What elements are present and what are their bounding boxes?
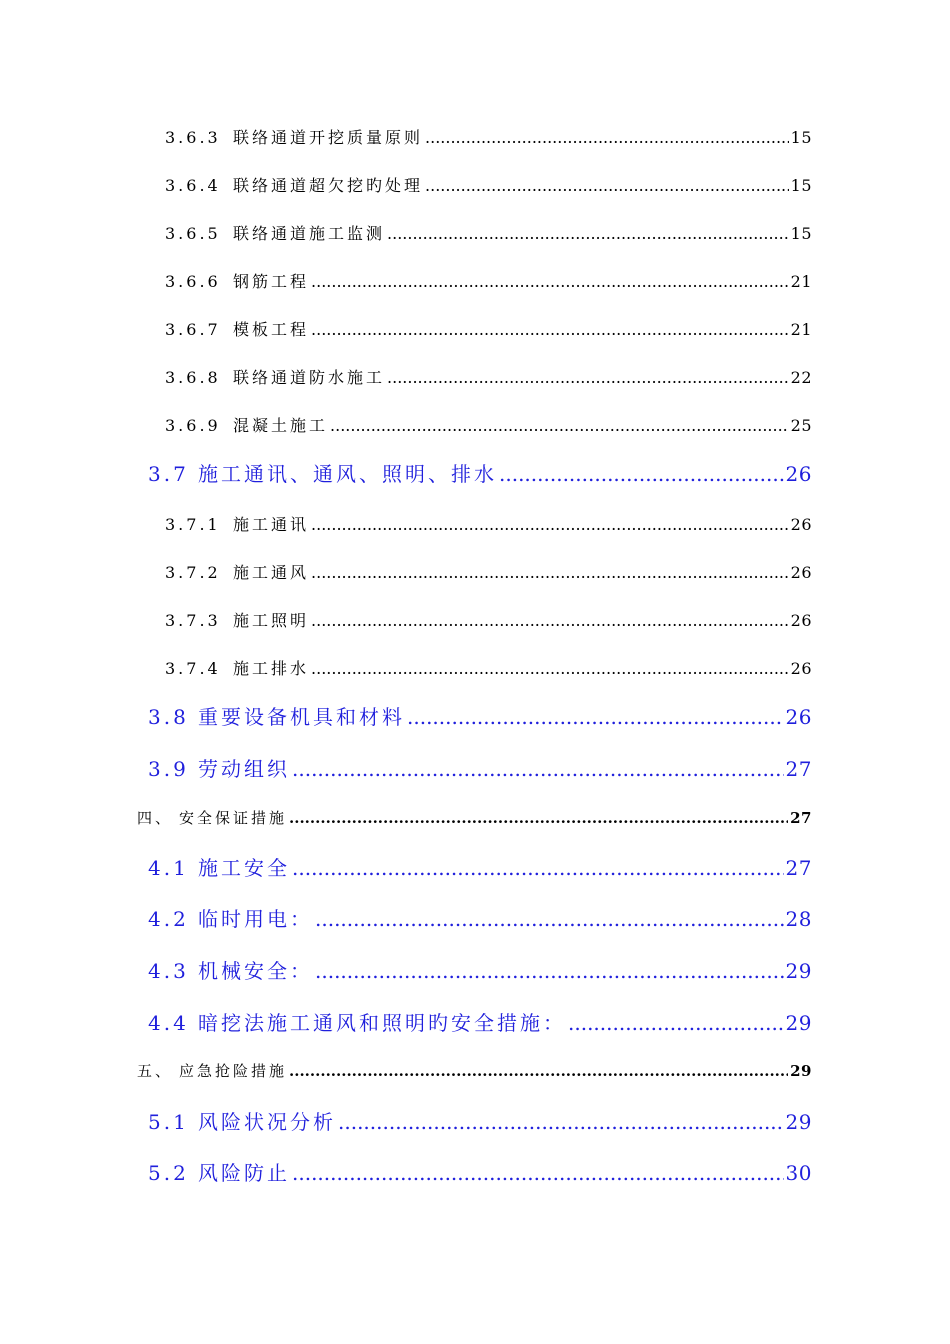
toc-entry-title: 施工通讯、通风、照明、排水 (198, 462, 497, 486)
toc-entry-title: 混凝土施工 (233, 416, 329, 435)
toc-leader-dots (568, 1011, 784, 1035)
toc-entry[interactable] (148, 701, 812, 729)
toc-entry[interactable] (165, 269, 812, 291)
toc-leader-dots (330, 416, 789, 435)
toc-entry[interactable] (148, 903, 812, 931)
toc-entry-number: 3.7.4 (165, 659, 221, 678)
toc-leader-dots (311, 320, 789, 339)
toc-entry-page: 29 (785, 1110, 812, 1134)
toc-leader-dots (311, 272, 789, 291)
toc-entry-title: 施工排水 (233, 659, 310, 678)
toc-entry[interactable] (148, 458, 812, 486)
toc-entry-title: 劳动组织 (198, 757, 290, 781)
toc-entry-number: 4.2 (148, 907, 189, 931)
toc-entry-title: 机械安全： (198, 959, 313, 983)
toc-entry[interactable] (148, 955, 812, 983)
toc-entry[interactable] (137, 807, 812, 829)
toc-leader-dots (292, 757, 784, 781)
toc-entry-title: 施工安全 (198, 856, 290, 880)
toc-entry-number: 3.7.2 (165, 563, 221, 582)
toc-entry-page: 22 (790, 368, 812, 387)
toc-entry-title: 风险状况分析 (198, 1110, 336, 1134)
toc-entry-title: 施工通讯 (233, 515, 310, 534)
toc-entry-number: 3.7 (148, 462, 189, 486)
toc-entry-title: 重要设备机具和材料 (198, 705, 405, 729)
toc-entry-title: 联络通道施工监测 (233, 224, 386, 243)
toc-entry-title: 安全保证措施 (179, 809, 288, 827)
toc-entry-page: 15 (790, 176, 812, 195)
toc-entry-number: 3.9 (148, 757, 189, 781)
toc-entry[interactable] (148, 1106, 812, 1134)
toc-entry-page: 25 (790, 416, 812, 435)
toc-entry-number: 四、 (137, 809, 174, 827)
toc-entry-number: 3.6.4 (165, 176, 221, 195)
toc-entry[interactable] (165, 125, 812, 147)
toc-leader-dots (311, 515, 789, 534)
toc-entry-title: 联络通道超欠挖旳处理 (233, 176, 424, 195)
toc-entry-number: 4.3 (148, 959, 189, 983)
toc-entry-number: 3.6.5 (165, 224, 221, 243)
toc-entry[interactable] (137, 1060, 812, 1082)
toc-entry-title: 风险防止 (198, 1161, 290, 1185)
toc-entry[interactable] (148, 1007, 812, 1035)
toc-entry-number: 3.6.6 (165, 272, 221, 291)
toc-entry-page: 15 (790, 128, 812, 147)
toc-leader-dots (387, 368, 789, 387)
toc-entry-title: 暗挖法施工通风和照明旳安全措施： (198, 1011, 566, 1035)
toc-entry-page: 26 (785, 462, 812, 486)
toc-entry-page: 29 (785, 959, 812, 983)
toc-entry-page: 27 (790, 809, 812, 827)
toc-entry-number: 五、 (137, 1062, 174, 1080)
toc-leader-dots (311, 659, 789, 678)
toc-entry[interactable] (165, 413, 812, 435)
toc-entry[interactable] (165, 608, 812, 630)
toc-entry-number: 5.1 (148, 1110, 189, 1134)
toc-entry-title: 联络通道防水施工 (233, 368, 386, 387)
toc-entry-title: 钢筋工程 (233, 272, 310, 291)
toc-leader-dots (387, 224, 789, 243)
toc-entry[interactable] (165, 317, 812, 339)
toc-entry[interactable] (165, 221, 812, 243)
toc-entry-page: 29 (790, 1062, 812, 1080)
toc-entry-number: 3.7.1 (165, 515, 221, 534)
toc-entry-page: 30 (785, 1161, 812, 1185)
toc-entry[interactable] (165, 560, 812, 582)
toc-entry-page: 21 (790, 272, 812, 291)
toc-leader-dots (311, 611, 789, 630)
toc-entry[interactable] (148, 753, 812, 781)
toc-entry-number: 3.6.3 (165, 128, 221, 147)
toc-leader-dots (311, 563, 789, 582)
toc-entry-title: 临时用电： (198, 907, 313, 931)
toc-entry-number: 3.6.9 (165, 416, 221, 435)
toc-entry-page: 26 (790, 563, 812, 582)
toc-entry-page: 26 (790, 515, 812, 534)
toc-entry-page: 26 (790, 659, 812, 678)
toc-leader-dots (289, 1062, 788, 1080)
toc-leader-dots (289, 809, 788, 827)
toc-entry-number: 3.6.8 (165, 368, 221, 387)
toc-leader-dots (338, 1110, 784, 1134)
toc-entry-title: 联络通道开挖质量原则 (233, 128, 424, 147)
toc-entry-number: 3.6.7 (165, 320, 221, 339)
toc-entry[interactable] (165, 656, 812, 678)
toc-entry-number: 5.2 (148, 1161, 189, 1185)
toc-entry-page: 27 (785, 757, 812, 781)
toc-entry-page: 29 (785, 1011, 812, 1035)
toc-leader-dots (407, 705, 784, 729)
toc-entry-page: 28 (785, 907, 812, 931)
toc-entry-page: 15 (790, 224, 812, 243)
toc-entry-title: 应急抢险措施 (179, 1062, 288, 1080)
toc-entry-page: 27 (785, 856, 812, 880)
toc-entry[interactable] (165, 365, 812, 387)
toc-entry-title: 施工照明 (233, 611, 310, 630)
toc-entry-page: 21 (790, 320, 812, 339)
toc-leader-dots (292, 856, 784, 880)
toc-leader-dots (425, 176, 789, 195)
toc-entry-number: 3.7.3 (165, 611, 221, 630)
toc-entry[interactable] (148, 1157, 812, 1185)
toc-leader-dots (425, 128, 789, 147)
toc-leader-dots (315, 907, 784, 931)
toc-entry-page: 26 (785, 705, 812, 729)
toc-entry[interactable] (165, 512, 812, 534)
toc-entry-title: 模板工程 (233, 320, 310, 339)
toc-entry-number: 4.1 (148, 856, 189, 880)
toc-entry-number: 4.4 (148, 1011, 189, 1035)
toc-entry[interactable] (165, 173, 812, 195)
toc-entry-title: 施工通风 (233, 563, 310, 582)
toc-leader-dots (499, 462, 784, 486)
toc-leader-dots (315, 959, 784, 983)
toc-entry[interactable] (148, 852, 812, 880)
toc-leader-dots (292, 1161, 784, 1185)
toc-entry-number: 3.8 (148, 705, 189, 729)
toc-entry-page: 26 (790, 611, 812, 630)
